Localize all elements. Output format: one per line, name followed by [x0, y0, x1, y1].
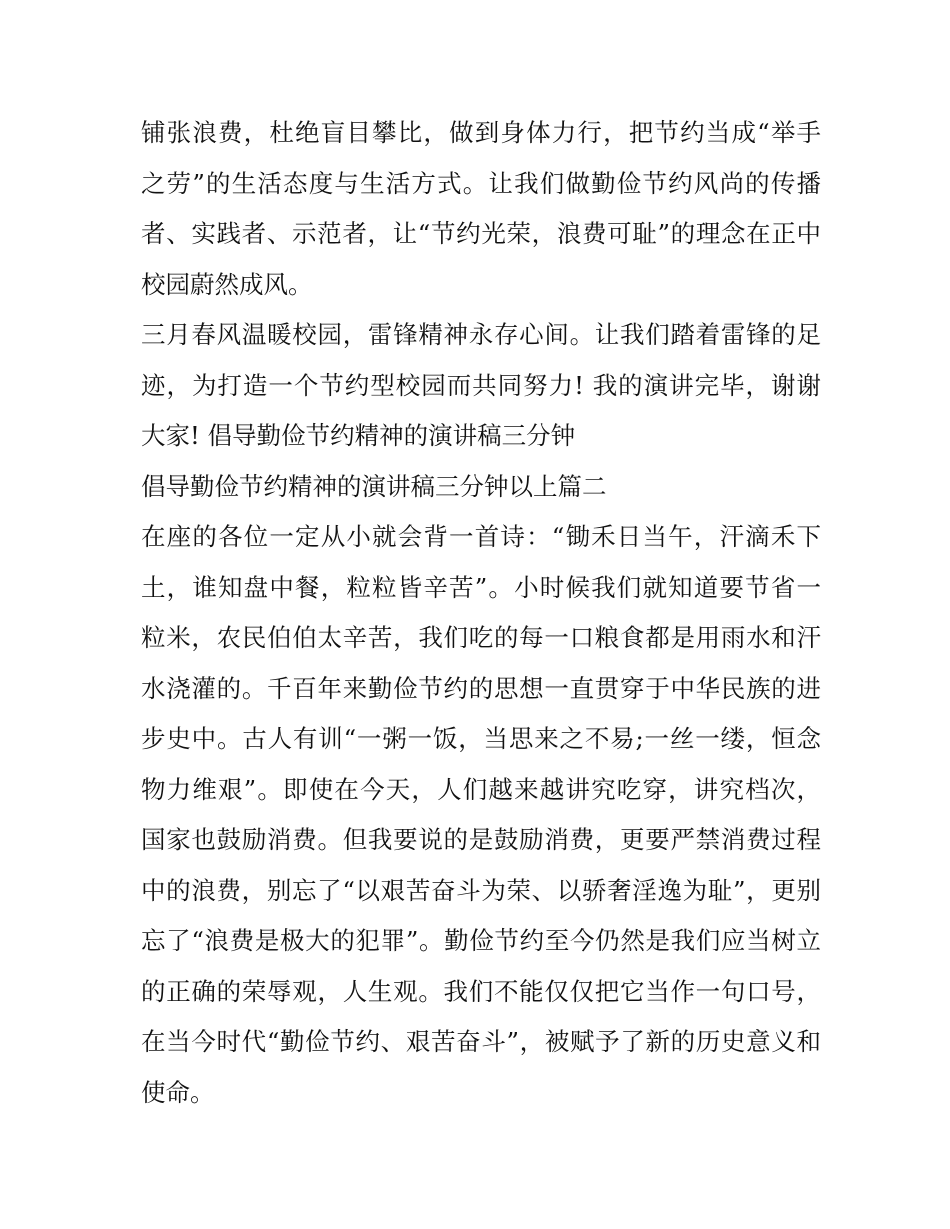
section-heading: 倡导勤俭节约精神的演讲稿三分钟以上篇二 — [141, 471, 607, 501]
text-line: 土，谁知盘中餐，粒粒皆辛苦”。小时候我们就知道要节省一 — [141, 572, 821, 602]
text-line: 物力维艰”。即使在今天，人们越来越讲究吃穿，讲究档次， — [141, 774, 821, 804]
text-line: 之劳”的生活态度与生活方式。让我们做勤俭节约风尚的传播 — [141, 168, 821, 198]
text-line: 在当今时代“勤俭节约、艰苦奋斗”，被赋予了新的历史意义和 — [141, 1027, 821, 1056]
text-line: 使命。 — [141, 1077, 215, 1107]
text-line: 在座的各位一定从小就会背一首诗：“锄禾日当午，汗滴禾下 — [141, 522, 821, 551]
text-line: 三月春风温暖校园，雷锋精神永存心间。让我们踏着雷锋的足 — [141, 320, 821, 349]
text-line: 大家! 倡导勤俭节约精神的演讲稿三分钟 — [141, 421, 576, 450]
text-line: 校园蔚然成风。 — [141, 269, 313, 299]
text-line: 迹，为打造一个节约型校园而共同努力! 我的演讲完毕，谢谢 — [141, 370, 821, 400]
text-line: 铺张浪费，杜绝盲目攀比，做到身体力行，把节约当成“举手 — [141, 118, 821, 147]
text-line: 的正确的荣辱观，人生观。我们不能仅仅把它当作一句口号， — [141, 976, 821, 1006]
text-line: 水浇灌的。千百年来勤俭节约的思想一直贯穿于中华民族的进 — [141, 673, 821, 703]
text-line: 步史中。古人有训“一粥一饭，当思来之不易;一丝一缕，恒念 — [141, 724, 821, 753]
text-line: 中的浪费，别忘了“以艰苦奋斗为荣、以骄奢淫逸为耻”，更别 — [141, 875, 821, 905]
text-line: 者、实践者、示范者，让“节约光荣，浪费可耻”的理念在正中 — [141, 219, 821, 248]
document-body — [141, 108, 821, 1118]
text-line: 忘了“浪费是极大的犯罪”。勤俭节约至今仍然是我们应当树立 — [141, 926, 821, 955]
text-line: 国家也鼓励消费。但我要说的是鼓励消费，更要严禁消费过程 — [141, 825, 821, 854]
text-line: 粒米，农民伯伯太辛苦，我们吃的每一口粮食都是用雨水和汗 — [141, 623, 821, 652]
